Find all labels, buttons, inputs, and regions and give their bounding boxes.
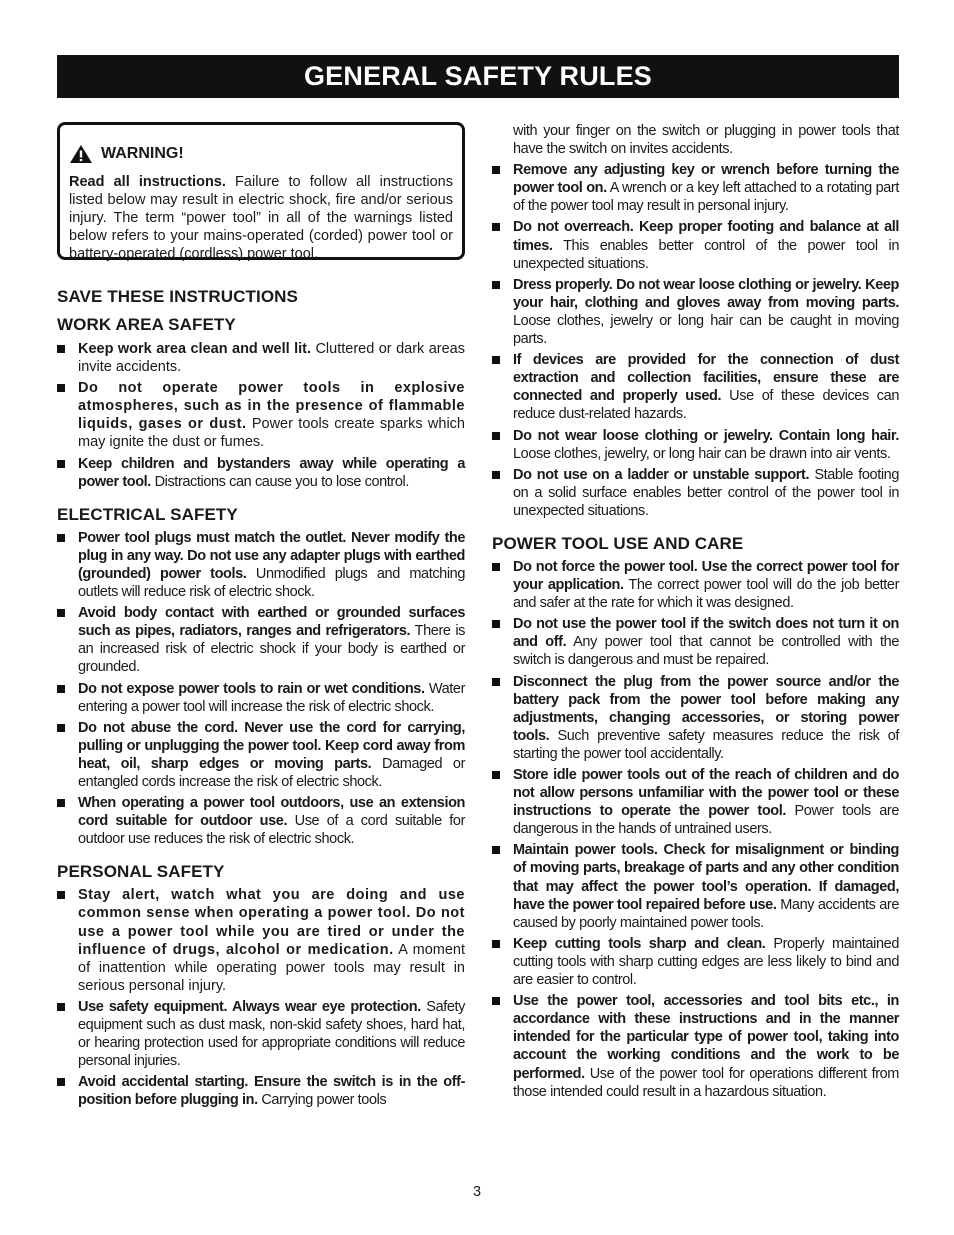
- item-text: This enables better control of the power tool in unexpected situations.: [513, 237, 899, 272]
- warning-heading: [69, 144, 453, 164]
- work-area-heading: WORK AREA SAFETY: [57, 315, 236, 334]
- item-text: Use of the power tool for operations different from those intended could result in a hazardous situation.: [513, 1065, 899, 1100]
- item-lead: Stay alert, watch what you are doing and use common sense when operating a power tool. Do not use a power tool while you are tired or under the influence of drugs, alcohol or medication.: [78, 887, 465, 958]
- list-item: [492, 935, 899, 989]
- title-bar: [57, 55, 899, 98]
- item-lead: Do not use the power tool if the switch does not turn it on and off.: [513, 616, 899, 651]
- item-lead: Do not operate power tools in explosive atmospheres, such as in the presence of flammable liquids, gases or dust.: [78, 380, 465, 433]
- item-text: Use of a cord suitable for outdoor use reduces the risk of electric shock.: [78, 813, 465, 848]
- bullet-icon: [57, 891, 65, 899]
- item-text: Power tools create sparks which may ignite the dust or fumes.: [78, 416, 465, 451]
- list-item: [57, 340, 465, 376]
- item-lead: If devices are provided for the connection of dust extraction and collection facilities, ensure these are connected and properly used.: [513, 352, 899, 405]
- bullet-icon: [492, 281, 500, 289]
- item-text: Unmodified plugs and matching outlets will reduce risk of electric shock.: [78, 565, 465, 601]
- bullet-icon: [492, 846, 500, 854]
- bullet-icon: [492, 620, 500, 628]
- bullet-icon: [492, 997, 500, 1005]
- list-item: [492, 276, 899, 348]
- item-text: Loose clothes, jewelry, or long hair can be drawn into air vents.: [513, 445, 891, 462]
- list-item: [492, 351, 899, 423]
- list-item: [57, 529, 465, 601]
- item-lead: Do not overreach. Keep proper footing and balance at all times.: [513, 219, 899, 254]
- item-lead: Use safety equipment. Always wear eye protection.: [78, 998, 421, 1015]
- item-lead: Power tool plugs must match the outlet. Never modify the plug in any way. Do not use any adapter plugs with earthed (grounded) power tools.: [78, 529, 465, 582]
- bullet-icon: [492, 432, 500, 440]
- item-lead: Do not wear loose clothing or jewelry. Contain long hair.: [513, 427, 899, 444]
- item-text: Use of these devices can reduce dust-related hazards.: [513, 388, 899, 423]
- bullet-icon: [492, 563, 500, 571]
- continued-text: with your finger on the switch or plugging in power tools that have the switch on invites accidents.: [513, 123, 899, 158]
- electrical-heading: ELECTRICAL SAFETY: [57, 504, 238, 524]
- item-text-part: Carrying power tools: [257, 1092, 387, 1109]
- item-text: There is an increased risk of electric shock if your body is earthed or grounded.: [78, 623, 466, 676]
- item-text: Properly maintained cutting tools with sharp cutting edges are less likely to bind and are easier to control.: [513, 935, 899, 989]
- item-lead: Store idle power tools out of the reach of children and do not allow persons unfamiliar with the power tool or these instructions to operate the power tool.: [513, 767, 899, 820]
- list-item: [57, 455, 465, 491]
- personal-list-continued: [492, 161, 899, 520]
- bullet-icon: [492, 771, 500, 779]
- list-item: [57, 604, 465, 676]
- power-tool-heading: POWER TOOL USE AND CARE: [492, 533, 744, 553]
- list-item: [492, 558, 899, 612]
- list-item: [492, 427, 899, 463]
- item-text: Many accidents are caused by poorly maintained power tools.: [513, 896, 899, 931]
- item-text: Water entering a power tool will increase the risk of electric shock.: [78, 680, 466, 715]
- list-item: [57, 886, 465, 995]
- item-lead: Disconnect the plug from the power source and/or the battery pack from the power tool before making any adjustments, changing accessories, or storing power tools.: [513, 673, 899, 744]
- list-item: [492, 218, 899, 272]
- bullet-icon: [57, 609, 65, 617]
- warning-box: [57, 122, 465, 263]
- warning-label: WARNING!: [101, 145, 184, 162]
- item-text: A wrench or a key left attached to a rotating part of the power tool may result in personal injury.: [513, 180, 899, 215]
- personal-list: [57, 886, 465, 1109]
- item-text: Safety equipment such as dust mask, non-skid safety shoes, hard hat, or hearing protection used for appropriate conditions will reduce personal injuries.: [78, 998, 466, 1070]
- warning-lead: Read all instructions.: [69, 174, 226, 190]
- item-text: Distractions can cause you to lose control.: [150, 473, 409, 490]
- list-item: [492, 992, 899, 1101]
- list-item: [57, 719, 465, 791]
- list-item: [57, 998, 465, 1070]
- item-text: Stable footing on a solid surface enables better control of the power tool in unexpected situations.: [513, 466, 899, 519]
- work-area-list: [57, 340, 465, 491]
- bullet-icon: [492, 356, 500, 364]
- bullet-icon: [57, 460, 65, 468]
- item-lead: Avoid accidental starting. Ensure the switch is in the off-position before plugging in.: [78, 1074, 465, 1109]
- page-number: 3: [472, 1184, 482, 1200]
- item-text: The correct power tool will do the job better and safer at the rate for which it was designed.: [513, 577, 899, 612]
- item-lead: Maintain power tools. Check for misalignment or binding of moving parts, breakage of parts and any other condition that may affect the power tool’s operation. If damaged, have the power tool repaired before use.: [513, 842, 899, 913]
- bullet-icon: [57, 534, 65, 542]
- bullet-icon: [57, 724, 65, 732]
- item-lead: Keep cutting tools sharp and clean.: [513, 935, 766, 952]
- personal-heading: PERSONAL SAFETY: [57, 862, 225, 882]
- bullet-icon: [492, 471, 500, 479]
- save-instructions-heading: SAVE THESE INSTRUCTIONS: [57, 287, 298, 306]
- list-item: [57, 680, 465, 716]
- item-lead: Dress properly. Do not wear loose clothing or jewelry. Keep your hair, clothing and gloves away from moving parts.: [513, 276, 899, 311]
- item-lead: Keep children and bystanders away while operating a power tool.: [78, 455, 465, 490]
- item-text: Power tools are dangerous in the hands of untrained users.: [513, 803, 900, 838]
- list-item: [492, 615, 899, 669]
- electrical-list: [57, 529, 465, 849]
- warning-text: [69, 173, 453, 263]
- list-item: [57, 794, 465, 848]
- left-column: [57, 122, 465, 1112]
- bullet-icon: [57, 345, 65, 353]
- item-lead: Remove any adjusting key or wrench before turning the power tool on.: [513, 162, 899, 197]
- item-lead: Do not abuse the cord. Never use the cord for carrying, pulling or unplugging the power tool. Keep cord away from heat, oil, sharp edges or moving parts.: [78, 719, 465, 772]
- list-item: [57, 1073, 465, 1109]
- bullet-icon: [57, 799, 65, 807]
- list-item: [492, 841, 899, 931]
- bullet-icon: [57, 685, 65, 693]
- item-lead: Do not use on a ladder or unstable support.: [513, 466, 810, 483]
- item-lead: When operating a power tool outdoors, use an extension cord suitable for outdoor use.: [78, 795, 465, 830]
- bullet-icon: [492, 940, 500, 948]
- list-item: [492, 673, 899, 763]
- bullet-icon: [492, 223, 500, 231]
- bullet-icon: [492, 166, 500, 174]
- bullet-icon: [57, 1078, 65, 1086]
- item-text: Loose clothes, jewelry or long hair can be caught in moving parts.: [513, 312, 899, 348]
- bullet-icon: [492, 678, 500, 686]
- page-title: GENERAL SAFETY RULES: [303, 61, 653, 91]
- item-lead: Do not expose power tools to rain or wet conditions.: [78, 680, 425, 697]
- item-text: A moment of inattention while operating power tools may result in serious personal injury.: [78, 941, 465, 994]
- item-text: Any power tool that cannot be controlled with the switch is dangerous and must be repaired.: [513, 634, 900, 669]
- power-tool-list: [492, 558, 899, 1101]
- right-column: [492, 122, 899, 1104]
- item-text: Cluttered or dark areas invite accidents.: [78, 341, 465, 376]
- list-item: [492, 766, 899, 838]
- bullet-icon: [57, 384, 65, 392]
- list-item: [492, 466, 899, 520]
- item-lead: Do not force the power tool. Use the correct power tool for your application.: [513, 558, 899, 594]
- item-lead: Use the power tool, accessories and tool bits etc., in accordance with these instructions and in the manner intended for the particular type of power tool, taking into account the working conditions and the work to be performed.: [513, 993, 899, 1082]
- warning-triangle-icon: [69, 144, 93, 164]
- warning-body: Failure to follow all instructions listed below may result in electric shock, fire and/or serious injury. The term “power tool” in all of the warnings listed below refers to your mains-operated (corded) power tool or battery-operated (cordless) power tool.: [69, 174, 453, 263]
- list-item: [57, 379, 465, 451]
- bullet-icon: [57, 1003, 65, 1011]
- item-text: Damaged or entangled cords increase the risk of electric shock.: [78, 755, 466, 790]
- item-text: Such preventive safety measures reduce the risk of starting the power tool accidentally.: [513, 727, 899, 762]
- list-item: [492, 161, 899, 215]
- item-lead: Keep work area clean and well lit.: [78, 341, 311, 357]
- item-lead: Avoid body contact with earthed or grounded surfaces such as pipes, radiators, ranges and refrigerators.: [78, 605, 465, 640]
